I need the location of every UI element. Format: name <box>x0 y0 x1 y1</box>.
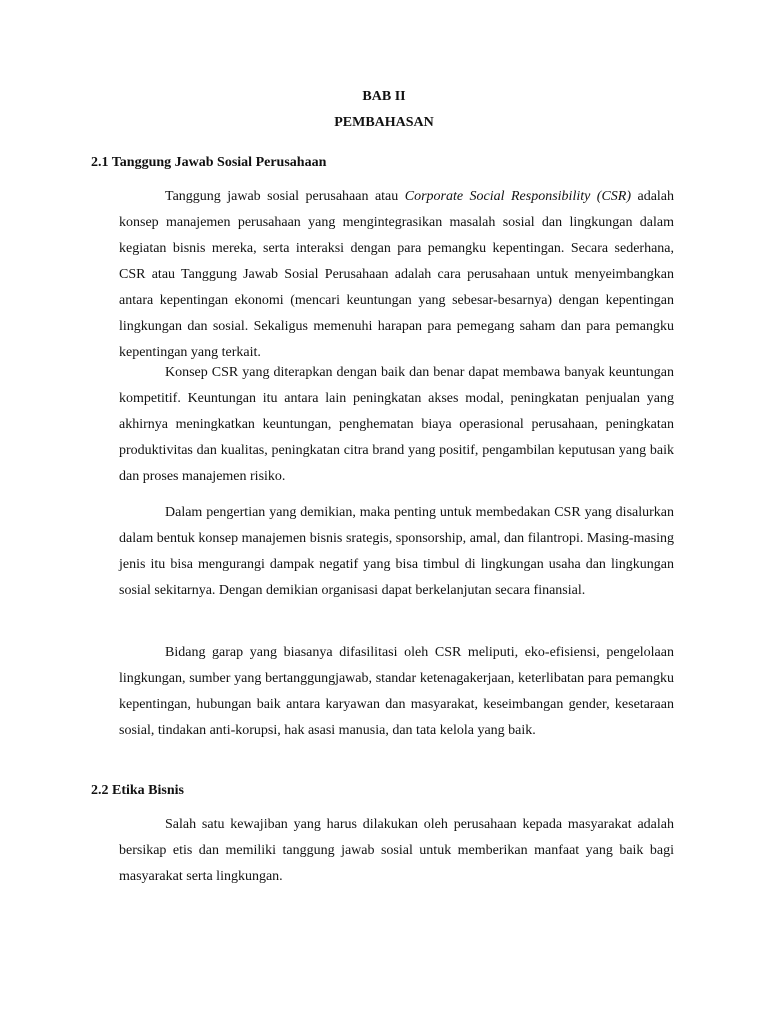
section-title-etika-bisnis: 2.2 Etika Bisnis <box>91 783 184 798</box>
chapter-label: BAB II <box>362 89 406 104</box>
paragraph-etika-bisnis: Salah satu kewajiban yang harus dilakukan oleh perusahaan kepada masyarakat adalah bersikap etis dan memiliki tanggung jawab sosial untuk memberikan manfaat yang baik bagi masyarakat serta lingkungan. <box>119 817 674 884</box>
paragraph-text: adalah konsep manajemen perusahaan yang mengintegrasikan masalah sosial dan lingkungan dalam kegiatan bisnis mereka, serta interaksi dengan para pemangku kepentingan. Secara sederhana, CSR atau Tanggung Jawab Sosial Perusahaan adalah cara perusahaan untuk menyeimbangkan antara kepentingan ekonomi (mencari keuntungan yang sebesar-besarnya) dengan kepentingan lingkungan dan sosial. Sekaligus memenuhi harapan para pemegang saham dan para pemangku kepentingan yang terkait. <box>119 189 675 360</box>
csr-term: Corporate Social Responsibility (CSR) <box>404 189 632 204</box>
paragraph-csr-distinction: Dalam pengertian yang demikian, maka penting untuk membedakan CSR yang disalurkan dalam bentuk konsep manajemen bisnis srategis, sponsorship, amal, dan filantropi. Masing-masing jenis itu bisa mengurangi dampak negatif yang bisa timbul di lingkungan usaha dan lingkungan sosial sekitarnya. Dengan demikian organisasi dapat berkelanjutan secara finansial. <box>119 505 674 598</box>
paragraph-csr-scope: Bidang garap yang biasanya difasilitasi oleh CSR meliputi, eko-efisiensi, pengelolaan lingkungan, sumber yang bertanggungjawab, standar ketenagakerjaan, keterlibatan para pemangku kepentingan, hubungan baik antara karyawan dan masyarakat, keseimbangan gender, kesetaraan sosial, tindakan anti-korupsi, hak asasi manusia, dan tata kelola yang baik. <box>119 645 674 738</box>
paragraph-csr-benefits: Konsep CSR yang diterapkan dengan baik dan benar dapat membawa banyak keuntungan kompetitif. Keuntungan itu antara lain peningkatan akses modal, peningkatan penjualan yang akhirnya meningkatkan keuntungan, penghematan biaya operasional perusahaan, peningkatan produktivitas dan kualitas, peningkatan citra brand yang positif, pengambilan keputusan yang baik dan proses manajemen risiko. <box>119 365 674 484</box>
paragraph-text: Tanggung jawab sosial perusahaan atau <box>165 189 405 204</box>
section-title-csr: 2.1 Tanggung Jawab Sosial Perusahaan <box>91 155 327 170</box>
paragraph-csr-definition <box>119 184 674 366</box>
chapter-title: PEMBAHASAN <box>334 115 434 130</box>
